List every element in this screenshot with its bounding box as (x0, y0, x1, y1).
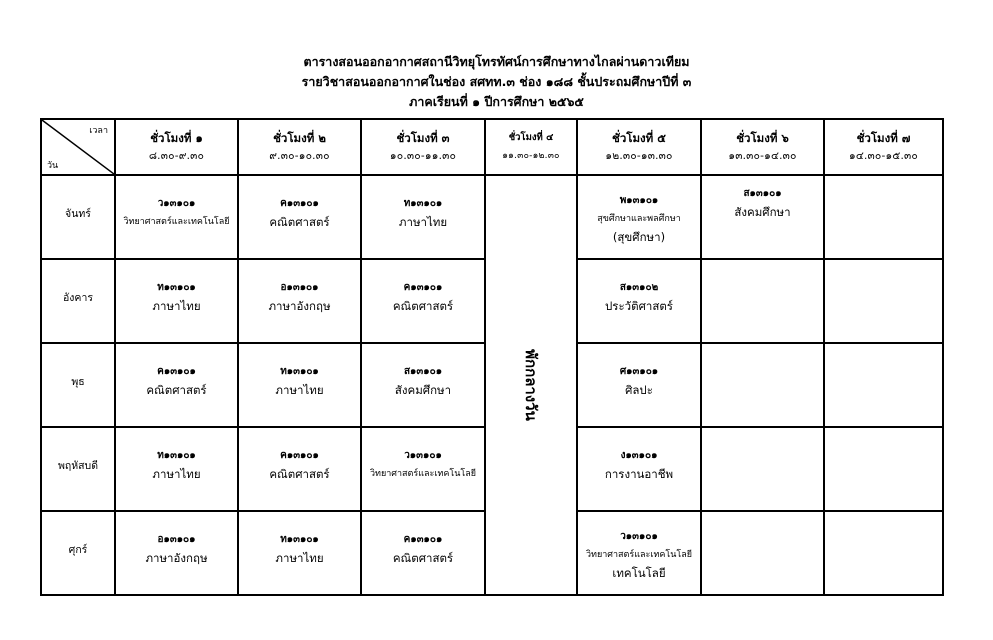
subject-name: ภาษาอังกฤษ (268, 299, 331, 313)
subject-name: สุขศึกษาและพลศึกษา (597, 214, 681, 224)
subject-code: ส๑๓๑๐๑ (743, 188, 782, 199)
title-line-1: ตารางสอนออกอากาศสถานีวิทยุโทรทัศน์การศึกษาทางไกลผ่านดาวเทียม (303, 54, 690, 69)
period-header-7 (824, 119, 943, 175)
day-name: พฤหัสบดี (57, 459, 99, 472)
period-header-6 (701, 119, 824, 175)
subject-name-line-2: เทคโนโลยี (612, 566, 666, 580)
slot-cell-empty (701, 343, 824, 427)
subject-name: ภาษาไทย (152, 467, 201, 481)
subject-name: ภาษาไทย (152, 299, 201, 313)
period-name: ชั่วโมงที่ ๗ (856, 131, 911, 145)
title-block (0, 52, 993, 112)
subject-code: ท๑๓๑๐๑ (280, 366, 319, 377)
subject-name: ภาษาไทย (275, 383, 324, 397)
slot-cell (577, 511, 701, 595)
slot-cell (361, 343, 485, 427)
subject-code: ท๑๓๑๐๑ (157, 282, 196, 293)
subject-code: ส๑๓๑๐๑ (403, 366, 443, 377)
slot-cell (361, 175, 485, 259)
slot-cell-empty (824, 511, 943, 595)
day-name: ศุกร์ (68, 543, 88, 556)
slot-cell-empty (824, 343, 943, 427)
lunch-break-label: พักกลางวัน (522, 349, 540, 421)
day-cell (41, 343, 115, 427)
lunch-break-cell (485, 175, 577, 595)
time-axis-label: เวลา (89, 126, 108, 136)
period-time: ๑๑.๓๐-๑๒.๓๐ (502, 151, 560, 161)
slot-cell-empty (701, 511, 824, 595)
subject-code: ส๑๓๑๐๒ (619, 282, 659, 293)
period-time: ๑๔.๓๐-๑๕.๓๐ (848, 150, 919, 162)
subject-name: การงานอาชีพ (604, 467, 674, 481)
slot-cell (577, 259, 701, 343)
subject-name: ภาษาไทย (398, 215, 448, 229)
slot-cell (115, 343, 238, 427)
day-row-monday (41, 175, 943, 259)
slot-cell-empty (824, 175, 943, 259)
subject-code: ค๑๓๑๐๑ (403, 282, 443, 293)
period-name: ชั่วโมงที่ ๖ (736, 131, 789, 145)
subject-name: คณิตศาสตร์ (392, 299, 454, 313)
subject-name: วิทยาศาสตร์และเทคโนโลยี (369, 469, 477, 479)
period-time: ๘.๓๐-๙.๓๐ (148, 150, 205, 162)
day-name: จันทร์ (65, 207, 91, 220)
subject-code: ท๑๓๑๐๑ (157, 450, 196, 461)
slot-cell (238, 175, 361, 259)
subject-name: ศิลปะ (625, 383, 653, 397)
header-row (41, 119, 943, 175)
subject-code: ค๑๓๑๐๑ (280, 450, 319, 461)
subject-code: ค๑๓๑๐๑ (280, 198, 319, 209)
subject-name: ภาษาไทย (275, 551, 324, 565)
subject-name: สังคมศึกษา (734, 205, 791, 219)
subject-name: คณิตศาสตร์ (392, 551, 454, 565)
period-header-5 (577, 119, 701, 175)
day-cell (41, 427, 115, 511)
slot-cell-empty (701, 427, 824, 511)
subject-name: คณิตศาสตร์ (146, 383, 207, 397)
period-name: ชั่วโมงที่ ๑ (150, 131, 203, 145)
subject-code: ท๑๓๑๐๑ (280, 534, 319, 545)
day-name: อังคาร (63, 291, 93, 304)
slot-cell (238, 343, 361, 427)
period-name: ชั่วโมงที่ ๔ (508, 132, 554, 143)
subject-name: วิทยาศาสตร์และเทคโนโลยี (123, 217, 230, 227)
subject-code: อ๑๓๑๐๑ (157, 534, 196, 545)
corner-cell (41, 119, 115, 175)
period-time: ๑๐.๓๐-๑๑.๓๐ (389, 150, 457, 162)
title-line-3: ภาคเรียนที่ ๑ ปีการศึกษา ๒๕๖๕ (409, 94, 584, 109)
subject-code: ง๑๓๑๐๑ (620, 450, 658, 461)
subject-code: ท๑๓๑๐๑ (403, 198, 443, 209)
period-name: ชั่วโมงที่ ๓ (396, 131, 450, 145)
subject-code: ค๑๓๑๐๑ (403, 534, 443, 545)
day-name: พุธ (71, 375, 85, 388)
subject-name: ภาษาอังกฤษ (145, 551, 208, 565)
subject-code: พ๑๓๑๐๑ (619, 195, 659, 206)
slot-cell-empty (701, 259, 824, 343)
day-cell (41, 259, 115, 343)
slot-cell (361, 511, 485, 595)
day-cell (41, 511, 115, 595)
period-time: ๑๓.๓๐-๑๔.๓๐ (728, 150, 797, 162)
period-header-1 (115, 119, 238, 175)
period-header-4 (485, 119, 577, 175)
subject-name: สังคมศึกษา (394, 383, 452, 397)
slot-cell (238, 427, 361, 511)
subject-name: ประวัติศาสตร์ (604, 299, 673, 313)
subject-code: อ๑๓๑๐๑ (280, 282, 319, 293)
title-line-2: รายวิชาสอนออกอากาศในช่อง สศทท.๓ ช่อง ๑๘๘ ชั้นประถมศึกษาปีที่ ๓ (301, 74, 692, 89)
period-name: ชั่วโมงที่ ๕ (612, 131, 666, 145)
subject-name-line-2: (สุขศึกษา) (612, 230, 666, 244)
period-time: ๙.๓๐-๑๐.๓๐ (269, 150, 330, 162)
day-cell (41, 175, 115, 259)
slot-cell (115, 511, 238, 595)
period-name: ชั่วโมงที่ ๒ (273, 131, 326, 145)
subject-name: คณิตศาสตร์ (269, 215, 330, 229)
slot-cell (238, 259, 361, 343)
slot-cell (115, 427, 238, 511)
subject-code: ว๑๓๑๐๑ (620, 531, 658, 542)
slot-cell (115, 175, 238, 259)
period-header-3 (361, 119, 485, 175)
slot-cell (701, 175, 824, 259)
slot-cell (577, 175, 701, 259)
slot-cell (361, 259, 485, 343)
slot-cell (577, 343, 701, 427)
slot-cell (115, 259, 238, 343)
subject-code: ว๑๓๑๐๑ (404, 450, 442, 461)
subject-code: ว๑๓๑๐๑ (157, 198, 196, 209)
timetable (40, 118, 944, 596)
subject-code: ศ๑๓๑๐๑ (619, 366, 659, 377)
slot-cell-empty (824, 427, 943, 511)
slot-cell (238, 511, 361, 595)
period-time: ๑๒.๓๐-๑๓.๓๐ (605, 150, 673, 162)
period-header-2 (238, 119, 361, 175)
subject-name: วิทยาศาสตร์และเทคโนโลยี (585, 550, 693, 560)
subject-code: ค๑๓๑๐๑ (157, 366, 196, 377)
subject-name: คณิตศาสตร์ (269, 467, 330, 481)
slot-cell (361, 427, 485, 511)
slot-cell-empty (824, 259, 943, 343)
slot-cell (577, 427, 701, 511)
day-axis-label: วัน (47, 161, 59, 171)
